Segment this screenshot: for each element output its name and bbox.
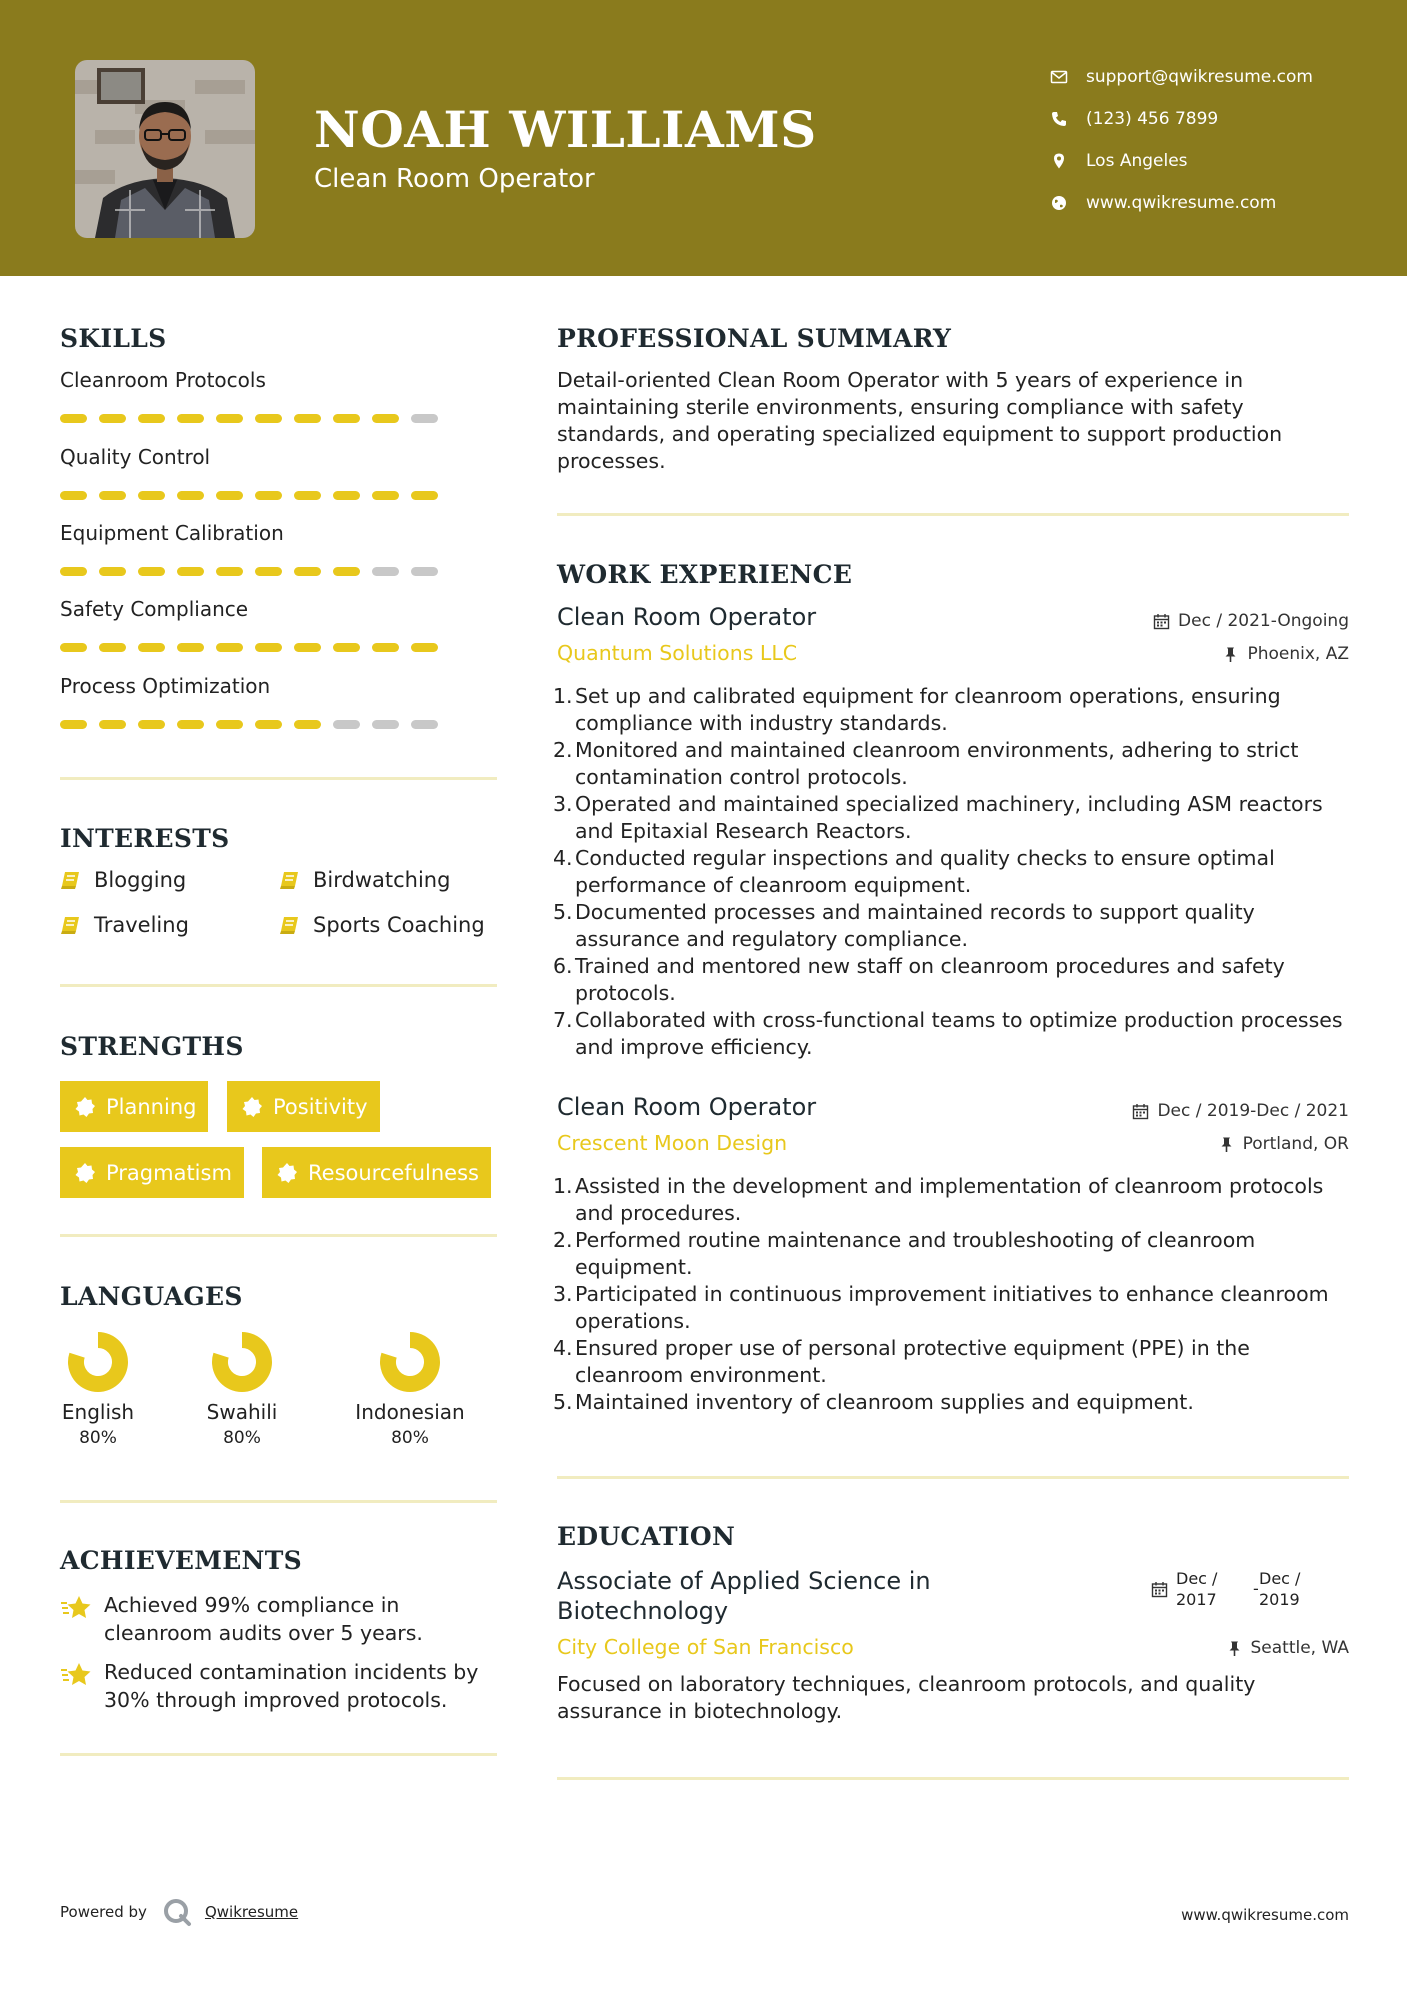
language-name: Swahili xyxy=(206,1400,278,1424)
skill-item xyxy=(60,521,450,576)
education-date xyxy=(1151,1568,1349,1612)
badge-icon xyxy=(74,1162,96,1184)
skill-rating xyxy=(60,567,450,576)
education-location xyxy=(1226,1638,1350,1658)
strength-label: Pragmatism xyxy=(106,1160,232,1185)
education-date-dash: - xyxy=(1253,1579,1259,1598)
star-award-icon xyxy=(60,1658,94,1692)
skill-rating xyxy=(60,720,450,729)
rating-dot-filled xyxy=(255,720,282,729)
strength-label: Planning xyxy=(106,1094,197,1119)
language-item xyxy=(56,1330,140,1448)
job-bullet: 2. Performed routine maintenance and troubleshooting of cleanroom equipment. xyxy=(553,1228,1256,1279)
rating-dot-filled xyxy=(177,414,204,423)
pushpin-icon xyxy=(1226,1640,1243,1657)
summary-text: Detail-oriented Clean Room Operator with 5 years of experience in maintaining sterile environments, ensuring compliance with safety standards, and operating specialized equipment to support production processes. xyxy=(557,368,1283,473)
job-title: Clean Room Operator xyxy=(557,603,817,631)
interest-label: Sports Coaching xyxy=(313,913,485,937)
rating-dot-filled xyxy=(333,414,360,423)
rating-dot-filled xyxy=(60,414,87,423)
job-bullet-text: Documented processes and maintained records to support quality assurance and regulatory compliance. xyxy=(575,900,1255,951)
skill-name: Process Optimization xyxy=(60,674,271,698)
rating-dot-filled xyxy=(216,567,243,576)
job-location xyxy=(1218,1134,1349,1154)
rating-dot-filled xyxy=(177,491,204,500)
strength-label: Positivity xyxy=(273,1094,368,1119)
language-progress-ring xyxy=(210,1330,274,1394)
resume-header xyxy=(0,0,1407,276)
profile-photo xyxy=(75,60,255,238)
language-progress-ring xyxy=(378,1330,442,1394)
job-bullet-text: Participated in continuous improvement initiatives to enhance cleanroom operations. xyxy=(575,1282,1329,1333)
rating-dot-filled xyxy=(216,414,243,423)
footer-website[interactable]: www.qwikresume.com xyxy=(1181,1906,1349,1924)
skill-name: Cleanroom Protocols xyxy=(60,368,266,392)
achievement-item xyxy=(60,1658,500,1714)
job-bullet-text: Set up and calibrated equipment for cleanroom operations, ensuring compliance with industry standards. xyxy=(575,684,1281,735)
footer-branding xyxy=(60,1896,298,1928)
rating-dot-filled xyxy=(333,643,360,652)
job-bullet: 1. Set up and calibrated equipment for cleanroom operations, ensuring compliance with industry standards. xyxy=(553,684,1281,735)
skill-rating xyxy=(60,414,450,423)
rating-dot-empty xyxy=(411,720,438,729)
job-date xyxy=(1132,1101,1349,1121)
rating-dot-empty xyxy=(411,567,438,576)
rating-dot-filled xyxy=(372,491,399,500)
job-bullet-text: Performed routine maintenance and troubleshooting of cleanroom equipment. xyxy=(575,1228,1256,1279)
skill-item xyxy=(60,597,450,652)
skill-rating xyxy=(60,643,450,652)
skill-item xyxy=(60,368,450,423)
calendar-icon xyxy=(1151,1581,1168,1598)
language-percent: 80% xyxy=(79,1428,117,1448)
rating-dot-filled xyxy=(255,567,282,576)
badge-icon xyxy=(74,1096,96,1118)
summary-heading: PROFESSIONAL SUMMARY xyxy=(557,324,952,353)
strength-label: Resourcefulness xyxy=(308,1160,479,1185)
contact-list xyxy=(1050,56,1313,224)
candidate-name: NOAH WILLIAMS xyxy=(314,100,817,159)
language-item xyxy=(348,1330,472,1448)
education-description: Focused on laboratory techniques, cleanroom protocols, and quality assurance in biotechnology. xyxy=(557,1672,1256,1723)
language-name: Indonesian xyxy=(355,1400,465,1424)
job-location-text: Phoenix, AZ xyxy=(1247,644,1349,664)
interest-item xyxy=(279,913,485,937)
rating-dot-filled xyxy=(255,491,282,500)
book-icon xyxy=(279,914,301,936)
section-divider xyxy=(60,1753,497,1756)
rating-dot-filled xyxy=(60,491,87,500)
education-end-date xyxy=(1259,1568,1300,1610)
job-location xyxy=(1222,644,1349,664)
job-bullet: 4. Ensured proper use of personal protective equipment (PPE) in the cleanroom environment. xyxy=(553,1336,1250,1387)
skill-item xyxy=(60,445,450,500)
contact-email[interactable] xyxy=(1050,56,1313,98)
achievement-text: Reduced contamination incidents by 30% through improved protocols. xyxy=(104,1660,479,1712)
job-bullets xyxy=(553,683,1349,1061)
job-bullet-text: Trained and mentored new staff on cleanroom procedures and safety protocols. xyxy=(575,954,1285,1005)
badge-icon xyxy=(241,1096,263,1118)
rating-dot-filled xyxy=(216,491,243,500)
education-end-month: Dec / xyxy=(1259,1569,1301,1588)
languages-heading: LANGUAGES xyxy=(60,1282,243,1311)
qwikresume-link[interactable]: Qwikresume xyxy=(204,1903,299,1921)
rating-dot-filled xyxy=(216,643,243,652)
education-start-year: 2017 xyxy=(1176,1590,1217,1609)
language-percent: 80% xyxy=(391,1428,429,1448)
calendar-icon xyxy=(1132,1103,1149,1120)
skills-heading: SKILLS xyxy=(60,324,167,353)
rating-dot-filled xyxy=(294,720,321,729)
job-title: Clean Room Operator xyxy=(557,1093,817,1121)
badge-icon xyxy=(276,1162,298,1184)
rating-dot-filled xyxy=(138,567,165,576)
book-icon xyxy=(60,914,82,936)
qwikresume-logo-icon xyxy=(161,1896,193,1928)
rating-dot-filled xyxy=(255,414,282,423)
job-bullet: 3. Operated and maintained specialized machinery, including ASM reactors and Epitaxial Research Reactors. xyxy=(553,792,1323,843)
job-bullets xyxy=(553,1173,1349,1416)
job-bullet: 7. Collaborated with cross-functional teams to optimize production processes and improve efficiency. xyxy=(553,1008,1343,1059)
experience-heading: WORK EXPERIENCE xyxy=(557,560,853,589)
job-bullet: 1. Assisted in the development and implementation of cleanroom protocols and procedures. xyxy=(553,1174,1324,1225)
pushpin-icon xyxy=(1218,1136,1235,1153)
education-location-text: Seattle, WA xyxy=(1250,1638,1349,1658)
profile-photo-image xyxy=(75,60,255,238)
rating-dot-filled xyxy=(411,491,438,500)
rating-dot-filled xyxy=(177,567,204,576)
rating-dot-filled xyxy=(138,720,165,729)
rating-dot-filled xyxy=(60,720,87,729)
rating-dot-filled xyxy=(333,567,360,576)
interest-item xyxy=(60,913,189,937)
contact-phone-text: (123) 456 7899 xyxy=(1086,109,1219,129)
rating-dot-filled xyxy=(99,720,126,729)
interest-label: Traveling xyxy=(94,913,189,937)
strength-chip xyxy=(60,1081,208,1132)
rating-dot-filled xyxy=(294,491,321,500)
rating-dot-filled xyxy=(294,567,321,576)
rating-dot-empty xyxy=(411,414,438,423)
interest-item xyxy=(279,868,450,892)
contact-website[interactable] xyxy=(1050,182,1313,224)
contact-website-text: www.qwikresume.com xyxy=(1086,193,1277,213)
rating-dot-filled xyxy=(138,491,165,500)
rating-dot-filled xyxy=(60,643,87,652)
interest-item xyxy=(60,868,186,892)
phone-icon xyxy=(1050,110,1068,128)
rating-dot-filled xyxy=(372,643,399,652)
book-icon xyxy=(60,869,82,891)
contact-location xyxy=(1050,140,1313,182)
section-divider xyxy=(60,1500,497,1503)
job-bullet-text: Maintained inventory of cleanroom supplies and equipment. xyxy=(575,1390,1194,1414)
school-name: City College of San Francisco xyxy=(557,1635,854,1659)
job-bullet: 4. Conducted regular inspections and quality checks to ensure optimal performance of cleanroom equipment. xyxy=(553,846,1275,897)
section-divider xyxy=(60,777,497,780)
job-bullet: 3. Participated in continuous improvement initiatives to enhance cleanroom operations. xyxy=(553,1282,1329,1333)
rating-dot-filled xyxy=(255,643,282,652)
education-heading: EDUCATION xyxy=(557,1522,736,1551)
rating-dot-filled xyxy=(294,643,321,652)
degree-title: Associate of Applied Science in Biotechnology xyxy=(557,1567,931,1625)
rating-dot-filled xyxy=(333,491,360,500)
job-bullet: 2. Monitored and maintained cleanroom environments, adhering to strict contamination control protocols. xyxy=(553,738,1299,789)
rating-dot-empty xyxy=(372,720,399,729)
job-bullet-text: Ensured proper use of personal protective equipment (PPE) in the cleanroom environment. xyxy=(575,1336,1250,1387)
interest-label: Blogging xyxy=(94,868,187,892)
achievements-heading: ACHIEVEMENTS xyxy=(60,1546,302,1575)
contact-phone[interactable] xyxy=(1050,98,1313,140)
calendar-icon xyxy=(1153,613,1170,630)
rating-dot-filled xyxy=(99,491,126,500)
rating-dot-empty xyxy=(372,567,399,576)
job-entry xyxy=(553,603,1349,1073)
location-pin-icon xyxy=(1050,152,1068,170)
interest-label: Birdwatching xyxy=(313,868,451,892)
skill-name: Safety Compliance xyxy=(60,597,249,621)
rating-dot-filled xyxy=(99,414,126,423)
interests-heading: INTERESTS xyxy=(60,824,230,853)
job-bullet-text: Operated and maintained specialized machinery, including ASM reactors and Epitaxial Research Reactors. xyxy=(575,792,1323,843)
rating-dot-filled xyxy=(177,720,204,729)
skill-name: Equipment Calibration xyxy=(60,521,284,545)
skill-name: Quality Control xyxy=(60,445,211,469)
skill-item xyxy=(60,674,450,729)
job-date xyxy=(1153,611,1349,631)
powered-by-label: Powered by xyxy=(60,1903,147,1921)
strength-chip xyxy=(227,1081,380,1132)
rating-dot-filled xyxy=(411,643,438,652)
job-bullet-text: Monitored and maintained cleanroom environments, adhering to strict contamination control protocols. xyxy=(575,738,1299,789)
job-company: Quantum Solutions LLC xyxy=(557,641,798,665)
contact-email-text: support@qwikresume.com xyxy=(1086,67,1313,87)
strengths-heading: STRENGTHS xyxy=(60,1032,244,1061)
rating-dot-filled xyxy=(138,643,165,652)
job-bullet-text: Collaborated with cross-functional teams to optimize production processes and improve efficiency. xyxy=(575,1008,1343,1059)
candidate-title: Clean Room Operator xyxy=(314,164,595,194)
job-bullet-text: Assisted in the development and implementation of cleanroom protocols and procedures. xyxy=(575,1174,1324,1225)
job-entry xyxy=(553,1093,1349,1423)
envelope-icon xyxy=(1050,68,1068,86)
job-bullet-text: Conducted regular inspections and quality checks to ensure optimal performance of cleanroom equipment. xyxy=(575,846,1275,897)
strength-chip xyxy=(60,1147,244,1198)
language-name: English xyxy=(61,1400,135,1424)
job-bullet: 6. Trained and mentored new staff on cleanroom procedures and safety protocols. xyxy=(553,954,1285,1005)
job-bullet: 5. Documented processes and maintained records to support quality assurance and regulatory compliance. xyxy=(553,900,1255,951)
rating-dot-filled xyxy=(99,643,126,652)
education-end-year: 2019 xyxy=(1259,1590,1300,1609)
job-company: Crescent Moon Design xyxy=(557,1131,788,1155)
rating-dot-filled xyxy=(294,414,321,423)
rating-dot-filled xyxy=(60,567,87,576)
rating-dot-empty xyxy=(333,720,360,729)
rating-dot-filled xyxy=(216,720,243,729)
education-start-date xyxy=(1176,1568,1217,1610)
rating-dot-filled xyxy=(99,567,126,576)
globe-icon xyxy=(1050,194,1068,212)
language-percent: 80% xyxy=(223,1428,261,1448)
job-bullet: 5. Maintained inventory of cleanroom supplies and equipment. xyxy=(553,1390,1194,1414)
rating-dot-filled xyxy=(372,414,399,423)
section-divider xyxy=(60,1234,497,1237)
skill-rating xyxy=(60,491,450,500)
job-date-text: Dec / 2019-Dec / 2021 xyxy=(1157,1101,1349,1121)
book-icon xyxy=(279,869,301,891)
education-start-month: Dec / xyxy=(1176,1569,1218,1588)
job-date-text: Dec / 2021-Ongoing xyxy=(1178,611,1349,631)
achievement-text: Achieved 99% compliance in cleanroom audits over 5 years. xyxy=(104,1593,423,1645)
section-divider xyxy=(557,513,1349,516)
achievement-item xyxy=(60,1591,500,1647)
strength-chip xyxy=(262,1147,491,1198)
section-divider xyxy=(557,1777,1349,1780)
rating-dot-filled xyxy=(177,643,204,652)
contact-location-text: Los Angeles xyxy=(1086,151,1188,171)
section-divider xyxy=(60,984,497,987)
language-item xyxy=(200,1330,284,1448)
language-progress-ring xyxy=(66,1330,130,1394)
job-location-text: Portland, OR xyxy=(1242,1134,1349,1154)
pushpin-icon xyxy=(1222,646,1239,663)
rating-dot-filled xyxy=(138,414,165,423)
section-divider xyxy=(557,1476,1349,1479)
star-award-icon xyxy=(60,1591,94,1625)
